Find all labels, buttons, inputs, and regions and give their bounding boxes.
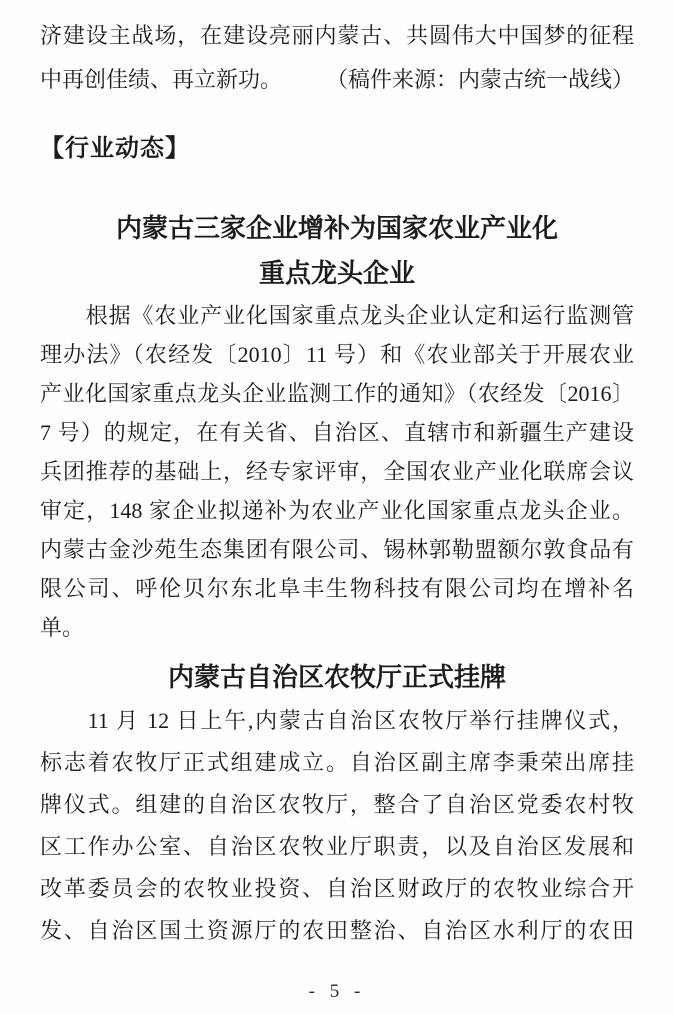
article-2-title: [40, 655, 634, 700]
text-line: 理办法》（农经发〔2010〕11 号）和《农业部关于开展农业: [40, 342, 634, 367]
text-line: 重点龙头企业: [258, 259, 415, 288]
article-2: [40, 655, 634, 952]
intro-credit-line: [40, 58, 634, 102]
page-number: - 5 -: [308, 981, 366, 1002]
text-line: 限公司、呼伦贝尔东北阜丰生物科技有限公司均在增补名: [40, 576, 634, 601]
text-line: 审定，148 家企业拟递补为农业产业化国家重点龙头企业。: [40, 498, 634, 523]
article-1: [40, 206, 634, 647]
intro-credit-text: 中再创佳绩、再立新功。: [40, 67, 283, 92]
intro-paragraph: [40, 14, 634, 102]
text-line: 标志着农牧厅正式组建成立。自治区副主席李秉荣出席挂: [40, 750, 634, 775]
section-header: 【行业动态】: [40, 135, 190, 162]
text-line: 7 号）的规定，在有关省、自治区、直辖市和新疆生产建设: [40, 420, 634, 445]
text-line: 改革委员会的农牧业投资、自治区财政厅的农牧业综合开: [40, 876, 634, 901]
text-line: 内蒙古三家企业增补为国家农业产业化: [115, 214, 558, 243]
text-line: 牌仪式。组建的自治区农牧厅，整合了自治区党委农村牧: [40, 792, 634, 817]
intro-lines: [40, 14, 634, 58]
article-1-body: [40, 296, 634, 647]
text-line: 兵团推荐的基础上，经专家评审，全国农业产业化联席会议: [40, 459, 634, 484]
text-line: 内蒙古金沙苑生态集团有限公司、锡林郭勒盟额尔敦食品有: [40, 537, 634, 562]
text-line: 区工作办公室、自治区农牧业厅职责，以及自治区发展和: [40, 834, 634, 859]
text-line: 根据《农业产业化国家重点龙头企业认定和运行监测管: [40, 303, 634, 328]
source-credit: （稿件来源：内蒙古统一战线）: [325, 67, 634, 92]
text-line: 济建设主战场，在建设亮丽内蒙古、共圆伟大中国梦的征程: [40, 23, 634, 48]
text-line: 内蒙古自治区农牧厅正式挂牌: [167, 663, 506, 692]
text-line: 发、自治区国土资源厅的农田整治、自治区水利厅的农田: [40, 918, 634, 943]
text-line: 11 月 12 日上午,内蒙古自治区农牧厅举行挂牌仪式，: [40, 708, 634, 733]
article-1-title: [40, 206, 634, 296]
text-line: 单。: [40, 615, 85, 640]
article-2-body: [40, 700, 634, 952]
text-line: 产业化国家重点龙头企业监测工作的通知》（农经发〔2016〕: [40, 381, 634, 406]
